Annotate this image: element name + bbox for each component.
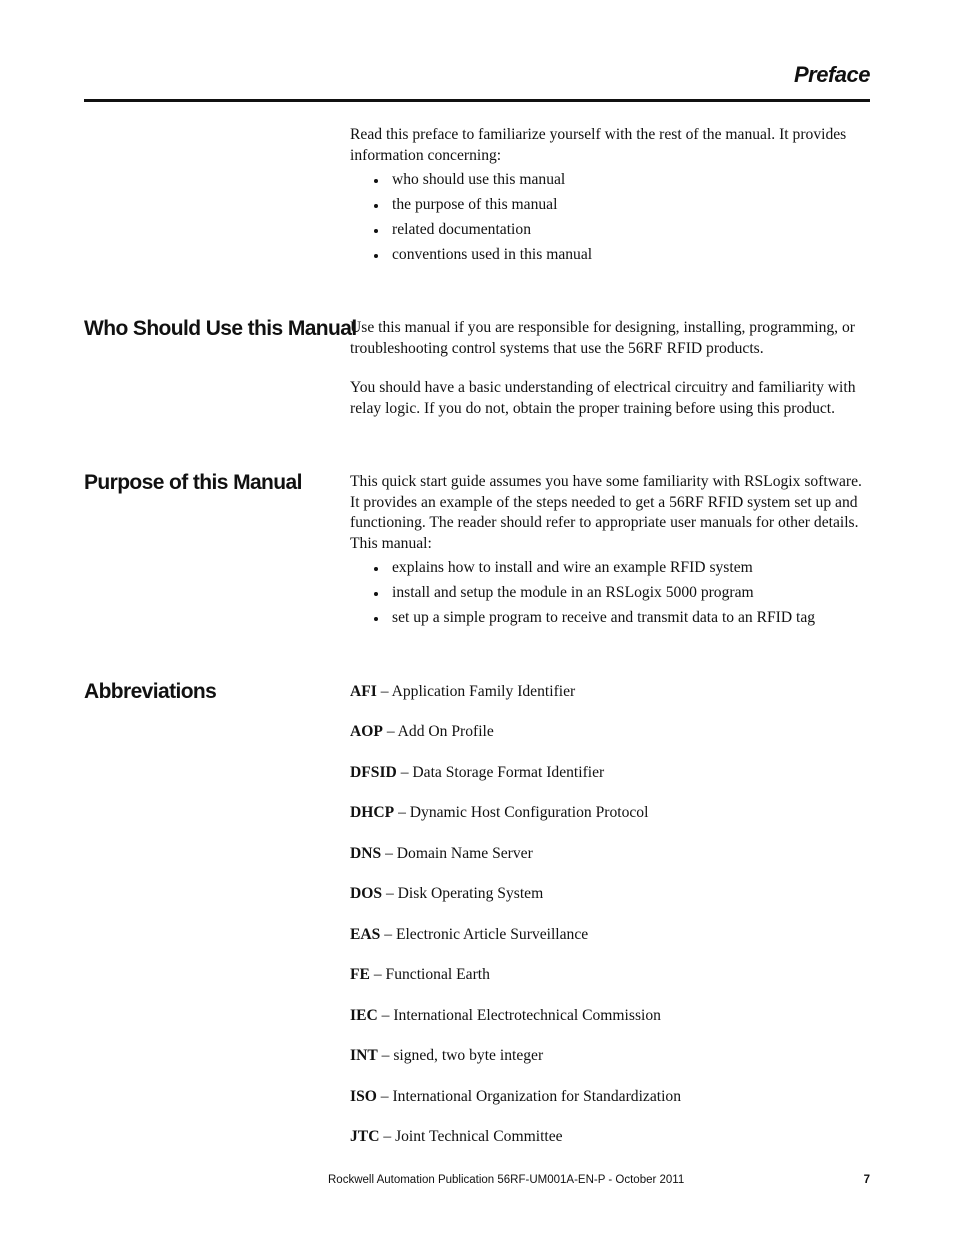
- purpose-body: [350, 472, 872, 633]
- list-item: set up a simple program to receive and transmit data to an RFID tag: [350, 608, 872, 633]
- abbreviation-entry: [350, 965, 490, 985]
- abbreviation-entry: [350, 1087, 681, 1107]
- abbreviation-term: ISO: [350, 1088, 377, 1105]
- abbreviation-term: AFI: [350, 683, 377, 700]
- abbreviations-heading: Abbreviations: [84, 680, 217, 703]
- abbreviation-definition: – Add On Profile: [382, 723, 494, 740]
- intro-section: [350, 125, 872, 270]
- abbreviation-definition: – International Electrotechnical Commission: [377, 1007, 661, 1024]
- abbreviation-term: IEC: [350, 1007, 378, 1024]
- abbreviation-entry: [350, 722, 494, 742]
- intro-bullet-list: [350, 170, 872, 270]
- abbreviation-definition: – Domain Name Server: [381, 845, 533, 862]
- abbreviation-definition: – International Organization for Standardization: [376, 1088, 681, 1105]
- footer-publication: Rockwell Automation Publication 56RF-UM001A-EN-P - October 2011: [328, 1174, 685, 1186]
- abbreviation-term: DFSID: [350, 764, 397, 781]
- abbreviation-term: DNS: [350, 845, 382, 862]
- abbreviation-entry: [350, 1046, 543, 1066]
- list-item: explains how to install and wire an example RFID system: [350, 558, 872, 583]
- abbreviation-entry: [350, 763, 604, 783]
- abbreviation-definition: – signed, two byte integer: [377, 1047, 544, 1064]
- abbreviation-definition: – Application Family Identifier: [376, 683, 576, 700]
- abbreviation-entry: [350, 1127, 563, 1147]
- intro-paragraph: Read this preface to familiarize yourself with the rest of the manual. It provides information concerning:: [350, 126, 847, 164]
- abbreviation-term: DHCP: [350, 804, 395, 821]
- purpose-heading: Purpose of this Manual: [84, 471, 302, 494]
- abbreviation-entry: [350, 682, 575, 702]
- abbreviation-definition: – Electronic Article Surveillance: [380, 926, 589, 943]
- page-header-title: Preface: [793, 62, 870, 87]
- purpose-paragraph: This quick start guide assumes you have some familiarity with RSLogix software. It provides an example of the steps needed to get a 56RF RFID system set up and functioning. The reader should refer to appropriate user manuals for other details. This manual:: [350, 473, 862, 552]
- abbreviation-entry: [350, 803, 648, 823]
- abbreviation-definition: – Disk Operating System: [382, 885, 544, 902]
- abbreviation-term: DOS: [350, 885, 383, 902]
- list-item: who should use this manual: [350, 170, 872, 195]
- list-item: the purpose of this manual: [350, 195, 872, 220]
- list-item: related documentation: [350, 220, 872, 245]
- abbreviation-definition: – Joint Technical Committee: [379, 1128, 563, 1145]
- abbreviation-term: AOP: [350, 723, 383, 740]
- who-paragraph-2: You should have a basic understanding of electrical circuitry and familiarity with relay logic. If you do not, obtain the proper training before using this product.: [350, 379, 856, 417]
- who-paragraph-1: Use this manual if you are responsible for designing, installing, programming, or troubleshooting control systems that use the 56RF RFID products.: [350, 319, 855, 357]
- list-item: install and setup the module in an RSLogix 5000 program: [350, 583, 872, 608]
- abbreviation-entry: [350, 844, 533, 864]
- abbreviation-definition: – Functional Earth: [369, 966, 490, 983]
- header-rule: [84, 99, 870, 102]
- who-should-use-body: [350, 318, 872, 419]
- list-item: conventions used in this manual: [350, 245, 872, 270]
- abbreviation-term: INT: [350, 1047, 378, 1064]
- abbreviation-entry: [350, 884, 543, 904]
- abbreviation-term: JTC: [350, 1128, 380, 1145]
- abbreviation-entry: [350, 925, 588, 945]
- abbreviation-definition: – Dynamic Host Configuration Protocol: [394, 804, 649, 821]
- who-should-use-heading: Who Should Use this Manual: [84, 317, 357, 340]
- abbreviation-entry: [350, 1006, 661, 1026]
- abbreviation-definition: – Data Storage Format Identifier: [396, 764, 605, 781]
- footer-page-number: 7: [863, 1174, 870, 1186]
- abbreviation-term: EAS: [350, 926, 381, 943]
- purpose-bullet-list: [350, 558, 872, 633]
- abbreviation-term: FE: [350, 966, 370, 983]
